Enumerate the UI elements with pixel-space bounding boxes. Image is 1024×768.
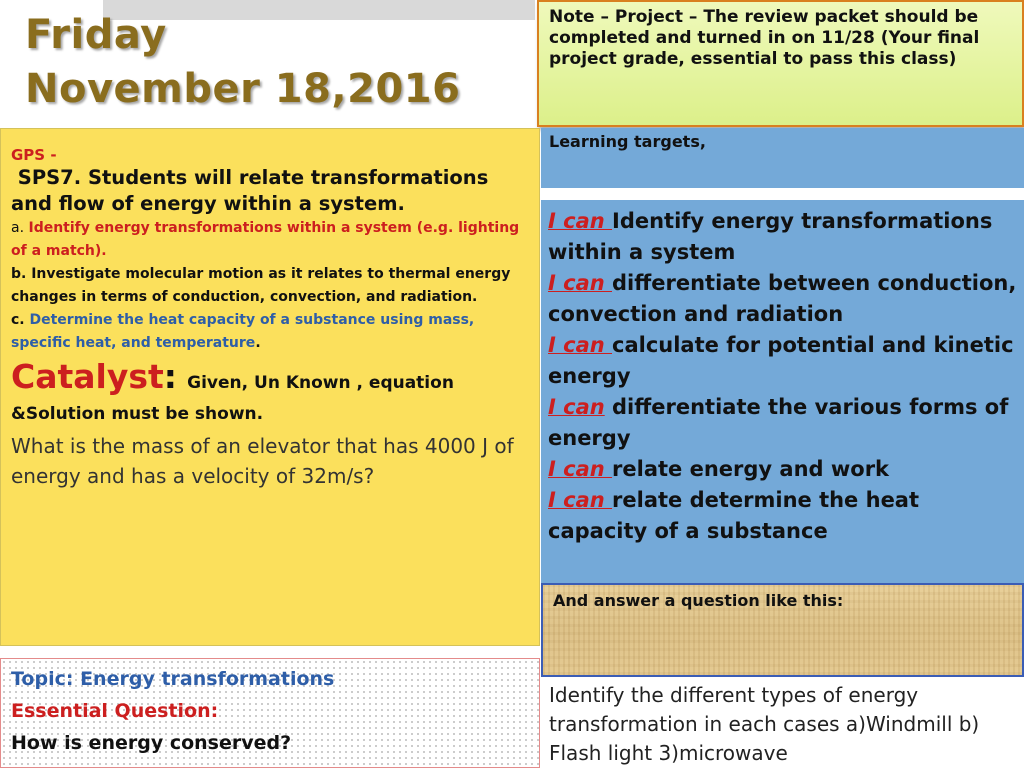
element-a-text: Identify energy transformations within a system (e.g. lighting of a match).: [11, 220, 520, 259]
learning-target-item: [548, 330, 1018, 392]
learning-target-item: [548, 485, 1018, 547]
learning-target-item: [548, 206, 1018, 268]
catalyst-question: What is the mass of an elevator that has 4000 J of energy and has a velocity of 32m/s?: [11, 434, 514, 488]
i-can-label: I can: [548, 209, 613, 233]
element-a-prefix: a.: [11, 220, 29, 236]
i-can-label: I can: [548, 271, 613, 295]
essential-question-label: Essential Question:: [11, 700, 219, 722]
i-can-label: I can: [548, 457, 613, 481]
i-can-label: I can: [548, 395, 605, 419]
page-title: [25, 8, 485, 116]
identify-question-text: Identify the different types of energy transformation in each cases a)Windmill b) Flash light 3)microwave: [549, 683, 980, 765]
element-b-prefix: b: [11, 266, 22, 282]
element-a: [11, 217, 529, 263]
topic-box: [0, 658, 540, 768]
learning-target-text: differentiate the various forms of energy: [548, 395, 1009, 450]
identify-question-box: [541, 677, 1024, 768]
element-c: [11, 309, 529, 355]
answer-prompt-box: [541, 583, 1024, 677]
learning-targets-title: Learning targets,: [549, 132, 706, 151]
learning-target-item: [548, 268, 1018, 330]
catalyst-instructions: Given, Un Known , equation: [187, 373, 454, 393]
catalyst-instructions-2: &Solution must be shown.: [11, 404, 264, 424]
catalyst-word: Catalyst: [11, 357, 164, 396]
catalyst-colon: :: [163, 357, 177, 396]
gps-label: GPS -: [11, 146, 57, 164]
learning-target-text: Identify energy transformations within a system: [548, 209, 993, 264]
learning-target-item: [548, 454, 1018, 485]
learning-target-item: [548, 392, 1018, 454]
standard-sps7-text: SPS7. Students will relate transformations and flow of energy within a system.: [11, 166, 489, 215]
essential-question-text: How is energy conserved?: [11, 732, 292, 754]
element-b: [11, 263, 529, 309]
element-c-suffix: .: [255, 335, 261, 351]
i-can-label: I can: [548, 488, 613, 512]
learning-targets-header: [541, 128, 1024, 188]
note-text: Note – Project – The review packet should be completed and turned in on 11/28 (Your final project grade, essential to pass this class): [549, 7, 980, 69]
title-day: Friday: [25, 12, 167, 58]
learning-target-text: differentiate between conduction, convection and radiation: [548, 271, 1017, 326]
catalyst-heading: [11, 359, 529, 401]
learning-targets-divider: [541, 188, 1024, 200]
gps-standards-box: [0, 128, 540, 646]
learning-target-text: calculate for potential and kinetic energy: [548, 333, 1014, 388]
topic-line: Topic: Energy transformations: [11, 668, 335, 690]
element-c-text: Determine the heat capacity of a substance using mass, specific heat, and temperature: [11, 312, 475, 351]
i-can-label: I can: [548, 333, 613, 357]
learning-target-text: relate determine the heat capacity of a substance: [548, 488, 920, 543]
standard-sps7: [11, 165, 529, 217]
element-b-text: . Investigate molecular motion as it relates to thermal energy changes in terms of conduction, convection, and radiation.: [11, 266, 511, 305]
learning-target-text: relate energy and work: [612, 457, 890, 481]
answer-prompt-text: And answer a question like this:: [553, 591, 844, 610]
element-c-prefix: c.: [11, 312, 30, 328]
title-date: November 18,2016: [25, 66, 461, 112]
note-box: [537, 0, 1024, 127]
